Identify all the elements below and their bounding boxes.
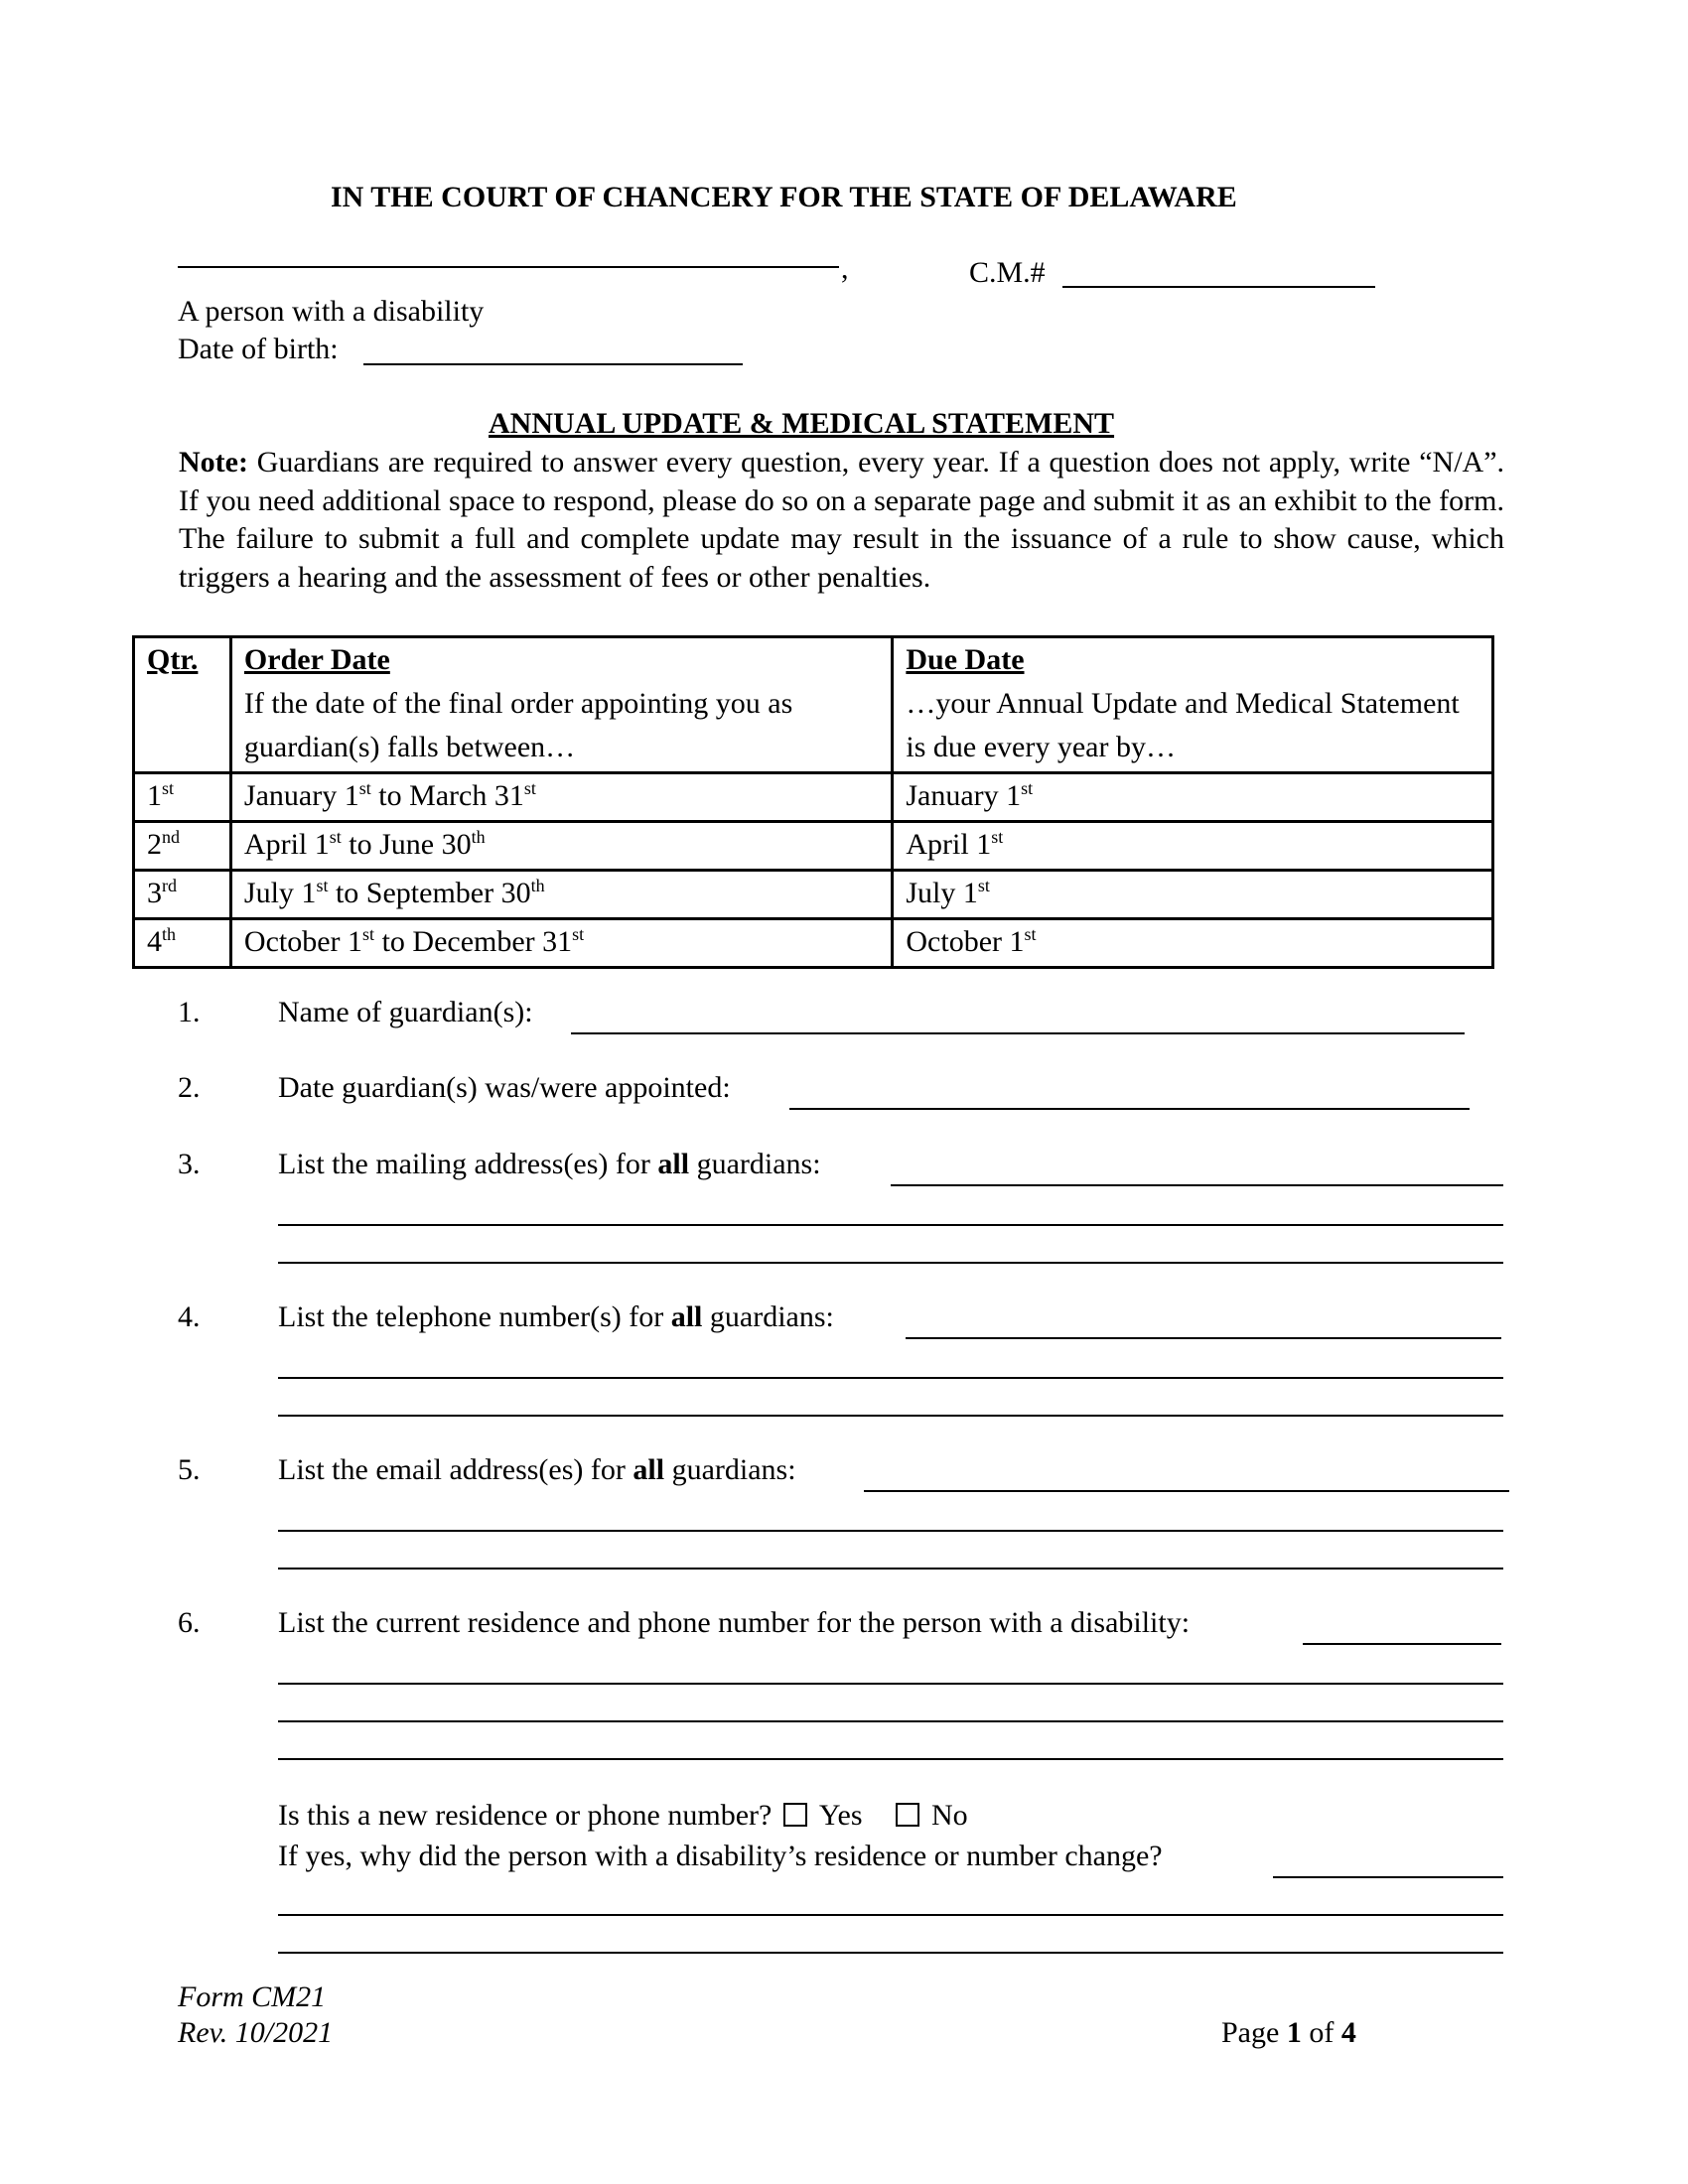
header-order-date: Order Date If the date of the final order appointing you as guardian(s) falls between… — [230, 637, 892, 773]
email-field[interactable] — [864, 1490, 1509, 1492]
due-cell: January 1st — [893, 773, 1493, 822]
person-label: A person with a disability — [178, 295, 485, 328]
header-due-date-desc: …your Annual Update and Medical Statement is due every year by… — [906, 687, 1460, 763]
telephone-line[interactable] — [278, 1415, 1503, 1417]
new-residence-question — [278, 1799, 968, 1833]
dob-field[interactable] — [363, 363, 743, 365]
residence-line[interactable] — [278, 1758, 1503, 1760]
residence-line[interactable] — [278, 1720, 1503, 1722]
header-qtr: Qtr. — [134, 637, 231, 773]
due-cell: July 1st — [893, 871, 1493, 919]
table-row — [134, 773, 1493, 822]
question-5-number: 5. — [178, 1453, 201, 1486]
question-5-label: List the email address(es) for all guardians: — [278, 1453, 796, 1486]
residence-change-field[interactable] — [1273, 1876, 1503, 1878]
table-row — [134, 871, 1493, 919]
yes-checkbox[interactable] — [783, 1803, 807, 1827]
question-3-number: 3. — [178, 1148, 201, 1180]
form-title: ANNUAL UPDATE & MEDICAL STATEMENT — [489, 407, 1115, 440]
question-6-label: List the current residence and phone number for the person with a disability: — [278, 1606, 1191, 1639]
question-2-label: Date guardian(s) was/were appointed: — [278, 1071, 731, 1104]
qtr-cell: 4th — [134, 919, 231, 968]
page-number: Page 1 of 4 — [1221, 2016, 1356, 2049]
appointment-date-field[interactable] — [789, 1108, 1470, 1110]
due-cell: October 1st — [893, 919, 1493, 968]
order-range-cell: October 1st to December 31st — [230, 919, 892, 968]
no-label: No — [931, 1799, 968, 1832]
residence-change-line[interactable] — [278, 1914, 1503, 1916]
qtr-cell: 2nd — [134, 822, 231, 871]
table-header-row — [134, 637, 1493, 773]
email-line[interactable] — [278, 1530, 1503, 1532]
question-4-label: List the telephone number(s) for all guardians: — [278, 1300, 834, 1333]
telephone-line[interactable] — [278, 1377, 1503, 1379]
note-label: Note: — [179, 446, 248, 478]
table-row — [134, 822, 1493, 871]
cm-label: C.M.# — [969, 256, 1046, 289]
telephone-field[interactable] — [906, 1337, 1501, 1339]
table-row — [134, 919, 1493, 968]
question-3-label: List the mailing address(es) for all guardians: — [278, 1148, 821, 1180]
order-range-cell: January 1st to March 31st — [230, 773, 892, 822]
order-range-cell: April 1st to June 30th — [230, 822, 892, 871]
question-6-number: 6. — [178, 1606, 201, 1639]
email-line[interactable] — [278, 1568, 1503, 1570]
header-due-date: Due Date …your Annual Update and Medical Statement is due every year by… — [893, 637, 1493, 773]
mailing-address-field[interactable] — [891, 1184, 1503, 1186]
residence-line[interactable] — [278, 1683, 1503, 1685]
no-checkbox[interactable] — [896, 1803, 919, 1827]
mailing-address-line[interactable] — [278, 1262, 1503, 1264]
residence-field[interactable] — [1303, 1643, 1501, 1645]
question-2-number: 2. — [178, 1071, 201, 1104]
question-1-number: 1. — [178, 996, 201, 1028]
yes-label: Yes — [818, 1799, 863, 1832]
guardian-name-field[interactable] — [571, 1032, 1465, 1034]
mailing-address-line[interactable] — [278, 1224, 1503, 1226]
question-4-number: 4. — [178, 1300, 201, 1333]
due-cell: April 1st — [893, 822, 1493, 871]
residence-change-label: If yes, why did the person with a disability’s residence or number change? — [278, 1840, 1163, 1872]
qtr-cell: 3rd — [134, 871, 231, 919]
cm-number-field[interactable] — [1062, 286, 1375, 288]
note-paragraph — [179, 444, 1504, 597]
qtr-cell: 1st — [134, 773, 231, 822]
header-order-date-desc: If the date of the final order appointing you as guardian(s) falls between… — [243, 687, 793, 763]
court-title: IN THE COURT OF CHANCERY FOR THE STATE OF DELAWARE — [331, 181, 1237, 213]
question-1-label: Name of guardian(s): — [278, 996, 533, 1028]
form-number: Form CM21 — [178, 1980, 327, 2013]
revision-date: Rev. 10/2021 — [178, 2016, 334, 2049]
new-residence-label: Is this a new residence or phone number? — [278, 1799, 773, 1832]
person-name-field[interactable] — [178, 266, 839, 268]
dob-label: Date of birth: — [178, 333, 339, 365]
caption-comma: , — [841, 252, 849, 285]
due-date-table — [132, 635, 1494, 969]
note-text: Guardians are required to answer every question, every year. If a question does not apply, write “N/A”. If you need additional space to respond, please do so on a separate page and submit it as an exhibit to the form. The failure to submit a full and complete update may result in the issuance of a rule to show cause, which triggers a hearing and the assessment of fees or other penalties. — [179, 446, 1505, 594]
residence-change-line[interactable] — [278, 1952, 1503, 1954]
order-range-cell: July 1st to September 30th — [230, 871, 892, 919]
